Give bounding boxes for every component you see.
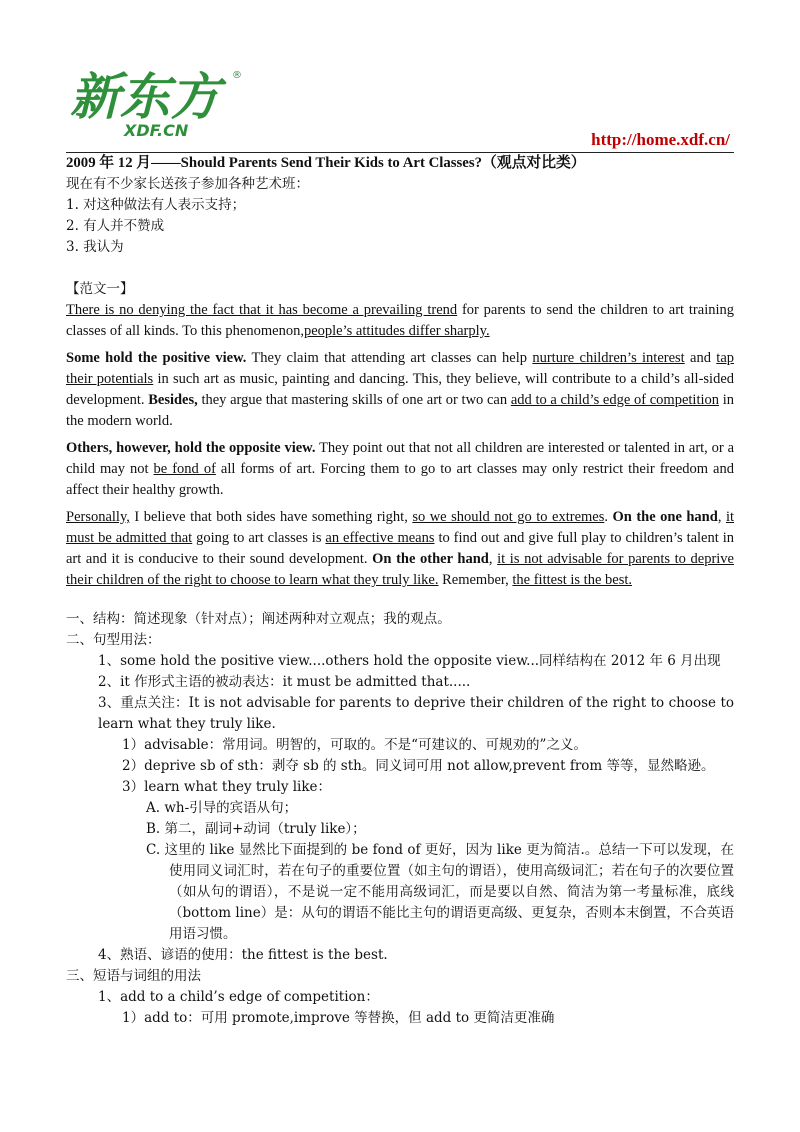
note-phrases: 三、短语与词组的用法 [66, 968, 201, 984]
phrase-underlined: an effective means [325, 530, 435, 546]
text: in such art as music, painting and dancing. This, they believe, will contribute to a child’s all-sided development. [66, 371, 735, 408]
note-item: 1、some hold the positive view....others hold the opposite view...同样结构在 2012 年 6 月出现 [98, 653, 721, 669]
note-item: 4、熟语、谚语的使用：the fittest is the best. [98, 947, 388, 963]
intro-point-3: 3. 我认为 [66, 239, 124, 255]
note-subsubitem: C. 这里的 like 显然比下面提到的 be fond of 更好，因为 like 更为简洁.。总结一下可以发现，在使用同义词汇时，若在句子的重要位置（如主句的谓语），使用高级词汇；若在句子的次要位置（如从句的谓语），不是说一定不能用高级词汇，而是要以自然、简洁为第一考量标准，底线（bottom line）是：从句的谓语不能比主句的谓语更高级、更复杂，否则本末倒置，不合英语用语习惯。 [146, 842, 734, 942]
site-url-link[interactable]: http://home.xdf.cn/ [591, 130, 730, 149]
text: . [604, 509, 613, 525]
document-title: 2009 年 12 月——Should Parents Send Their Kids to Art Classes?（观点对比类） [66, 155, 586, 171]
essay-paragraph-4 [66, 507, 734, 591]
xdf-logo-graphic [66, 62, 246, 142]
phrase-underlined: people’s attitudes differ sharply. [303, 323, 490, 339]
text: They point out that not all children are interested or talented in art, or a child may not [66, 440, 735, 477]
sample-essay-label: 【范文一】 [66, 281, 134, 297]
note-subsubitem: B. 第二，副词+动词（truly like）； [146, 821, 366, 837]
text: and [684, 350, 717, 366]
connector: On the other hand [372, 551, 489, 567]
text: for parents to send the children to art training classes of all kinds. To this phenomenon, [66, 302, 734, 339]
intro-point-1: 1. 对这种做法有人表示支持； [66, 197, 246, 213]
logo-chinese-text: 新东方 [70, 68, 220, 126]
phrase-underlined: be fond of [153, 461, 216, 477]
xdf-logo [66, 62, 246, 142]
registered-mark: ® [232, 70, 242, 81]
phrase-underlined: add to a child’s edge of competition [510, 392, 720, 408]
text: , [717, 509, 726, 525]
intro-point-2: 2. 有人并不赞成 [66, 218, 165, 234]
text: they argue that mastering skills of one art or two can [197, 392, 511, 408]
note-subitem: 1）add to：可用 promote,improve 等替换，但 add to 更简洁更准确 [122, 1010, 555, 1026]
phrase-underlined: it must be admitted that [66, 509, 735, 546]
connector: On the one hand [612, 509, 718, 525]
phrase-underlined: nurture children’s interest [532, 350, 685, 366]
phrase-underlined: it is not advisable for parents to deprive their children of the right to choose to learn what they truly like. [66, 551, 734, 588]
text: , [488, 551, 498, 567]
text: in the modern world. [66, 392, 734, 429]
note-item: 3、重点关注：It is not advisable for parents to deprive their children of the right to choose to learn what they truly like. [98, 695, 734, 732]
essay-paragraph-2 [66, 348, 734, 432]
text: Remember, [438, 572, 513, 588]
logo-subtext: XDF.CN [124, 121, 189, 140]
phrase-underlined: the fittest is the best. [512, 572, 632, 588]
phrase-underlined: There is no denying the fact that it has become a prevailing trend [66, 302, 458, 318]
note-subitem: 3）learn what they truly like： [122, 779, 332, 795]
text: going to art classes is [192, 530, 326, 546]
note-sentence-patterns: 二、句型用法： [66, 632, 161, 648]
intro-line: 现在有不少家长送孩子参加各种艺术班： [66, 176, 309, 192]
text: all forms of art. Forcing them to go to art classes may only restrict their freedom and affect their healthy growth. [66, 461, 734, 498]
topic-sentence: Others, however, hold the opposite view. [66, 440, 316, 456]
note-subitem: 2）deprive sb of sth：剥夺 sb 的 sth。同义词可用 not allow,prevent from 等等，显然略逊。 [122, 758, 715, 774]
phrase-underlined: tap their potentials [66, 350, 735, 387]
note-item: 1、add to a child’s edge of competition： [98, 989, 379, 1005]
document-body [66, 153, 734, 1029]
essay-paragraph-1 [66, 300, 734, 342]
connector: Besides, [148, 392, 198, 408]
note-subitem: 1）advisable：常用词。明智的，可取的。不是“可建议的、可规劝的”之义。 [122, 737, 587, 753]
note-subsubitem: A. wh-引导的宾语从句； [146, 800, 298, 816]
topic-sentence: Some hold the positive view. [66, 350, 247, 366]
text: They claim that attending art classes can help [246, 350, 533, 366]
note-structure: 一、结构：简述现象（针对点）；阐述两种对立观点；我的观点。 [66, 611, 451, 627]
phrase-underlined: so we should not go to extremes [412, 509, 605, 525]
text: I believe that both sides have something right, [129, 509, 413, 525]
note-item: 2、it 作形式主语的被动表达：it must be admitted that..... [98, 674, 471, 690]
phrase-underlined: Personally, [66, 509, 130, 525]
text: to find out and give full play to children’s talent in art and it is conducive to their sound development. [66, 530, 734, 567]
essay-paragraph-3 [66, 438, 734, 501]
